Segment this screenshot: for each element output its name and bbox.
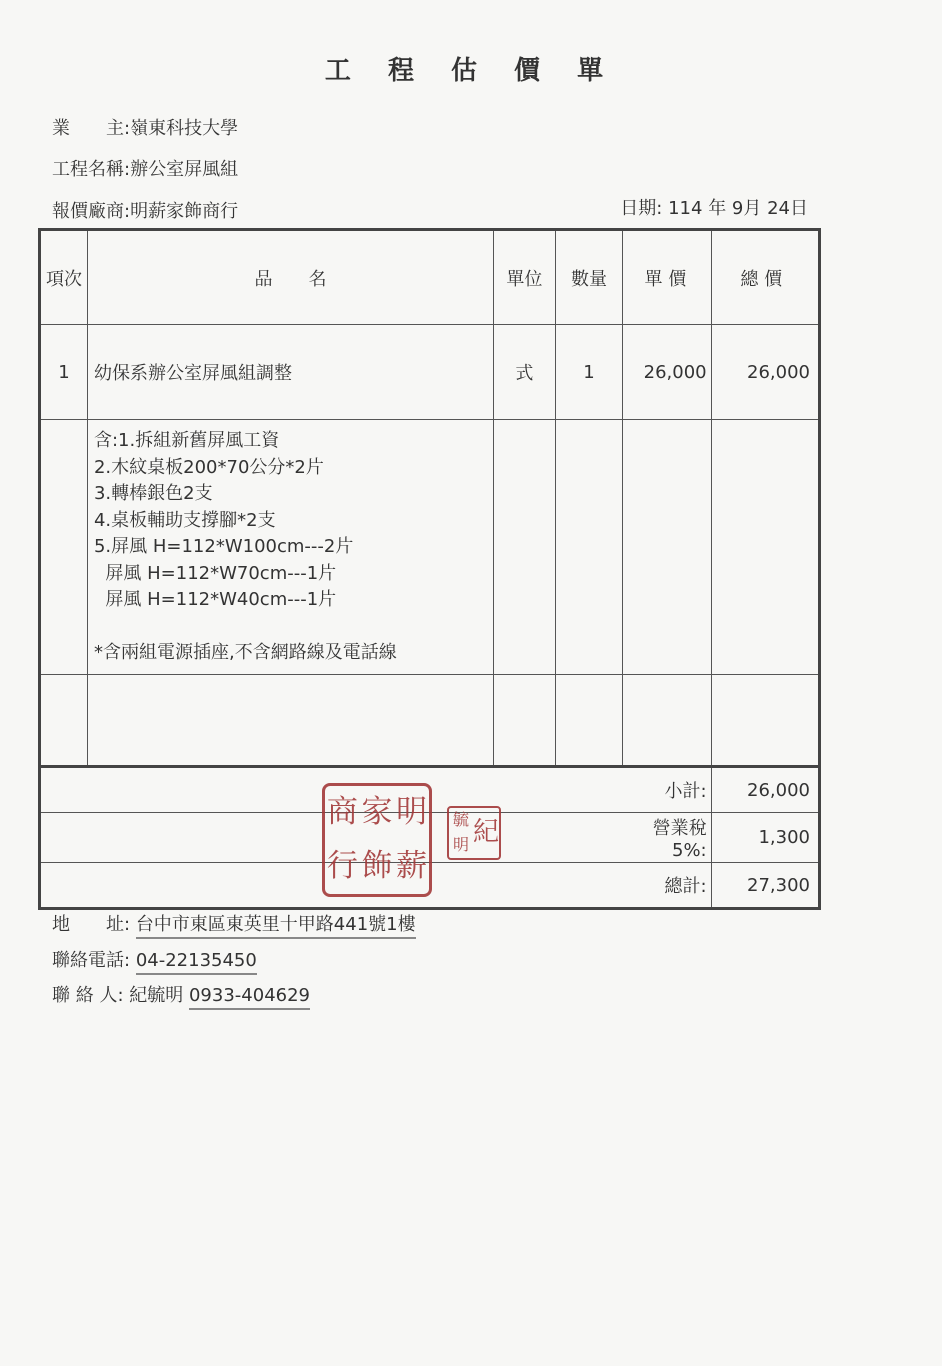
detail-line: 2.木紋桌板200*70公分*2片 xyxy=(93,456,324,478)
table-row xyxy=(40,325,820,420)
detail-line: 屏風 H=112*W70cm---1片 xyxy=(93,562,337,584)
col-unit-price: 單 價 xyxy=(623,230,711,325)
phone-line xyxy=(52,946,257,972)
item-no: 1 xyxy=(40,325,88,420)
blank-row xyxy=(40,675,820,767)
project-label: 工程名稱: xyxy=(52,159,131,180)
col-total: 總 價 xyxy=(711,230,819,325)
subtotal-label: 小計: xyxy=(623,767,711,813)
contact-line xyxy=(52,981,310,1007)
item-total: 26,000 xyxy=(711,325,819,420)
item-qty: 1 xyxy=(555,325,622,420)
detail-note: *含兩組電源插座,不含網路線及電話線 xyxy=(93,641,397,663)
item-unit-price: 26,000 xyxy=(623,325,711,420)
document-title: 工 程 估 價 單 xyxy=(324,56,618,86)
company-seal-stamp: 商 家 明 行 飾 薪 xyxy=(322,783,432,897)
detail-line xyxy=(94,614,487,640)
address-value: 台中市東區東英里十甲路441號1樓 xyxy=(136,914,416,939)
contact-mobile: 0933-404629 xyxy=(189,985,310,1010)
col-unit: 單位 xyxy=(493,230,555,325)
personal-seal-stamp: 毓 紀 明 xyxy=(447,806,501,860)
owner-label: 業 主: xyxy=(52,118,131,139)
subtotal-value: 26,000 xyxy=(711,767,819,813)
detail-line: 3.轉棒銀色2支 xyxy=(93,483,213,504)
project-line xyxy=(52,155,238,181)
owner-line xyxy=(52,114,238,140)
detail-line: 4.桌板輔助支撐腳*2支 xyxy=(93,509,276,531)
item-name: 幼保系辦公室屏風組調整 xyxy=(87,325,493,420)
table-header-row xyxy=(40,230,820,325)
detail-row xyxy=(40,420,820,675)
contact-name: 紀毓明 xyxy=(129,985,184,1006)
item-details xyxy=(87,420,493,675)
phone-label: 聯絡電話: xyxy=(52,950,131,971)
vendor-line xyxy=(52,197,238,223)
owner-value: 嶺東科技大學 xyxy=(130,118,239,139)
address-label: 地 址: xyxy=(52,914,131,935)
date-value: 114 年 9月 24日 xyxy=(668,198,808,219)
phone-value: 04-22135450 xyxy=(136,950,257,975)
col-item-no: 項次 xyxy=(40,230,88,325)
tax-value: 1,300 xyxy=(711,813,819,863)
tax-label: 營業稅5%: xyxy=(623,813,711,863)
item-unit: 式 xyxy=(493,325,555,420)
detail-line: 屏風 H=112*W40cm---1片 xyxy=(93,589,337,610)
detail-line: 5.屏風 H=112*W100cm---2片 xyxy=(93,536,354,557)
col-qty: 數量 xyxy=(555,230,622,325)
contact-label: 聯 絡 人: xyxy=(52,985,124,1006)
grand-total-label: 總計: xyxy=(623,863,711,909)
grand-total-value: 27,300 xyxy=(711,863,819,909)
date-line xyxy=(620,194,808,220)
col-item-name: 品 名 xyxy=(87,230,493,325)
detail-line: 含:1.拆組新舊屏風工資 xyxy=(93,430,280,451)
vendor-label: 報價廠商: xyxy=(52,201,131,222)
address-line xyxy=(52,910,416,936)
date-label: 日期: xyxy=(620,198,663,219)
project-value: 辦公室屏風組 xyxy=(130,159,239,180)
vendor-value: 明薪家飾商行 xyxy=(130,201,239,222)
